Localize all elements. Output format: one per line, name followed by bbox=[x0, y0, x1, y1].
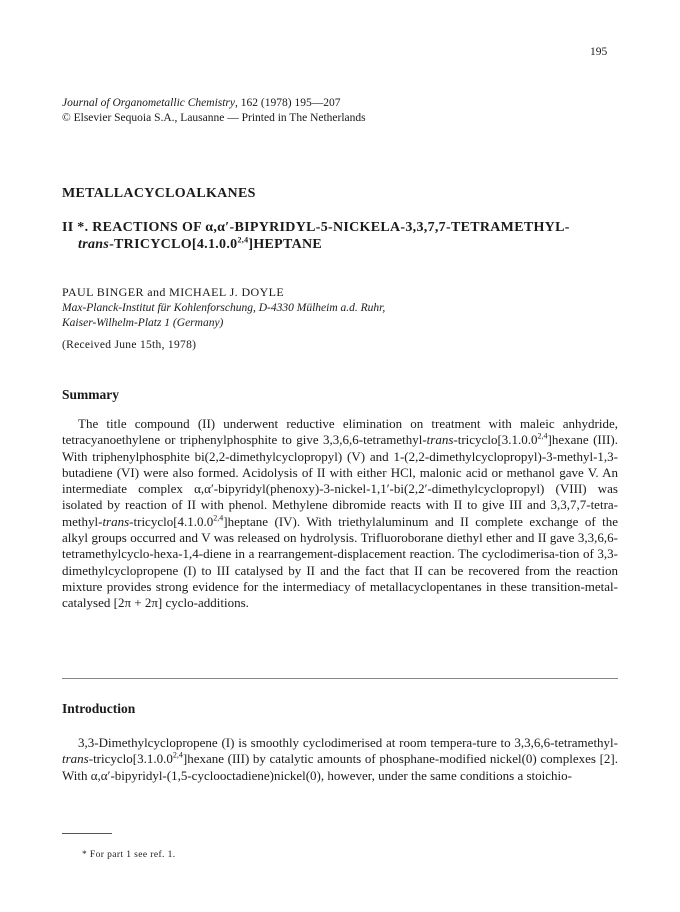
title-line-1: II *. REACTIONS OF α,α′-BIPYRIDYL-5-NICKELA-3,3,7,7-TETRAMETHYL- bbox=[62, 220, 570, 235]
article-title bbox=[62, 219, 570, 253]
publisher-line: © Elsevier Sequoia S.A., Lausanne — Printed in The Netherlands bbox=[62, 112, 366, 124]
title-italic: trans bbox=[78, 237, 110, 252]
summary-text-1: The title compound (II) underwent reductive elimination on treatment with maleic anhydride, tetracyanoethylene or triphenylphosphite to give 3,3,6,6-tetramethyl- bbox=[62, 416, 618, 448]
summary-italic-2: trans bbox=[102, 513, 130, 529]
affiliation-line-1: Max-Planck-Institut für Kohlenforschung, D-4330 Mülheim a.d. Ruhr, bbox=[62, 302, 386, 314]
introduction-paragraph bbox=[62, 735, 618, 784]
intro-text-3: ]hexane (III) by catalytic amounts of phosphane-modified nickel(0) complexes [2]. With α,α′-bipyridyl-(1,5-cyclooctadiene)nickel(0), however, under the same conditions a stoichio- bbox=[62, 751, 618, 783]
summary-sup-2: 2,4 bbox=[213, 513, 224, 523]
intro-italic-1: trans bbox=[62, 751, 89, 767]
summary-italic-1: trans bbox=[426, 432, 454, 448]
journal-volume: , 162 (1978) 195—207 bbox=[235, 97, 341, 109]
intro-sup-1: 2,4 bbox=[172, 750, 183, 760]
intro-text-2: -tricyclo[3.1.0.0 bbox=[88, 751, 173, 767]
footnote-divider bbox=[62, 833, 112, 834]
affiliation bbox=[62, 301, 385, 331]
summary-text-3: ]hexane (III). With triphenylphosphite bi(2,2-dimethylcyclopropyl) (V) and 1-(2,2-dimethylcyclopropyl)-3-methyl-1,3-butadiene (VI) were also formed. Acidolysis of II with either HCl, malonic acid or methanol gave V. An intermediate complex α,α′-bipyridyl(phenoxy)-3-nickel-1,1′-bi(2,2′-dimethylcyclopropyl) (VIII) was isolated by reaction of II with phenol. Methylene dibromide reacts with II to give III and 3,3,7,7-tetra-methyl- bbox=[62, 432, 618, 529]
summary-text-5: ]heptane (IV). With triethylaluminum and II complete exchange of the alkyl groups occurred and V was released on hydrolysis. Trifluoroborane diethyl ether and II gave 3,3,6,6-tetramethylcyclo-hexa-1,4-diene in a rearrangement-displacement reaction. The cyclodimerisa-tion of 3,3-dimethylcyclopropene (I) to III catalysed by II and the fact that II can be recovered from the reaction mixture provides strong evidence for the intermediacy of metallacyclopentanes in these transition-metal-catalysed [2π + 2π] cyclo-additions. bbox=[62, 513, 618, 611]
summary-text-2: -tricyclo[3.1.0.0 bbox=[453, 432, 538, 448]
title-sup: 2,4 bbox=[237, 235, 249, 245]
summary-heading: Summary bbox=[62, 387, 119, 402]
summary-paragraph bbox=[62, 416, 618, 612]
introduction-heading: Introduction bbox=[62, 701, 136, 716]
summary-divider bbox=[62, 678, 618, 679]
intro-text-1: 3,3-Dimethylcyclopropene (I) is smoothly cyclodimerised at room tempera-ture to 3,3,6,6-tetramethyl- bbox=[78, 735, 618, 750]
journal-header bbox=[62, 96, 366, 126]
footnote: * For part 1 see ref. 1. bbox=[82, 850, 176, 860]
received-date: (Received June 15th, 1978) bbox=[62, 339, 197, 351]
summary-sup-1: 2,4 bbox=[537, 431, 548, 441]
series-title: METALLACYCLOALKANES bbox=[62, 186, 256, 201]
title-line-2 bbox=[62, 236, 570, 253]
journal-citation bbox=[62, 96, 366, 111]
summary-text-4: -tricyclo[4.1.0.0 bbox=[129, 513, 214, 529]
journal-name: Journal of Organometallic Chemistry bbox=[62, 97, 236, 109]
authors: PAUL BINGER and MICHAEL J. DOYLE bbox=[62, 285, 285, 299]
page-number: 195 bbox=[590, 46, 608, 58]
title-end: ]HEPTANE bbox=[248, 237, 323, 252]
title-part: -TRICYCLO[4.1.0.0 bbox=[109, 237, 238, 252]
affiliation-line-2: Kaiser-Wilhelm-Platz 1 (Germany) bbox=[62, 317, 224, 329]
